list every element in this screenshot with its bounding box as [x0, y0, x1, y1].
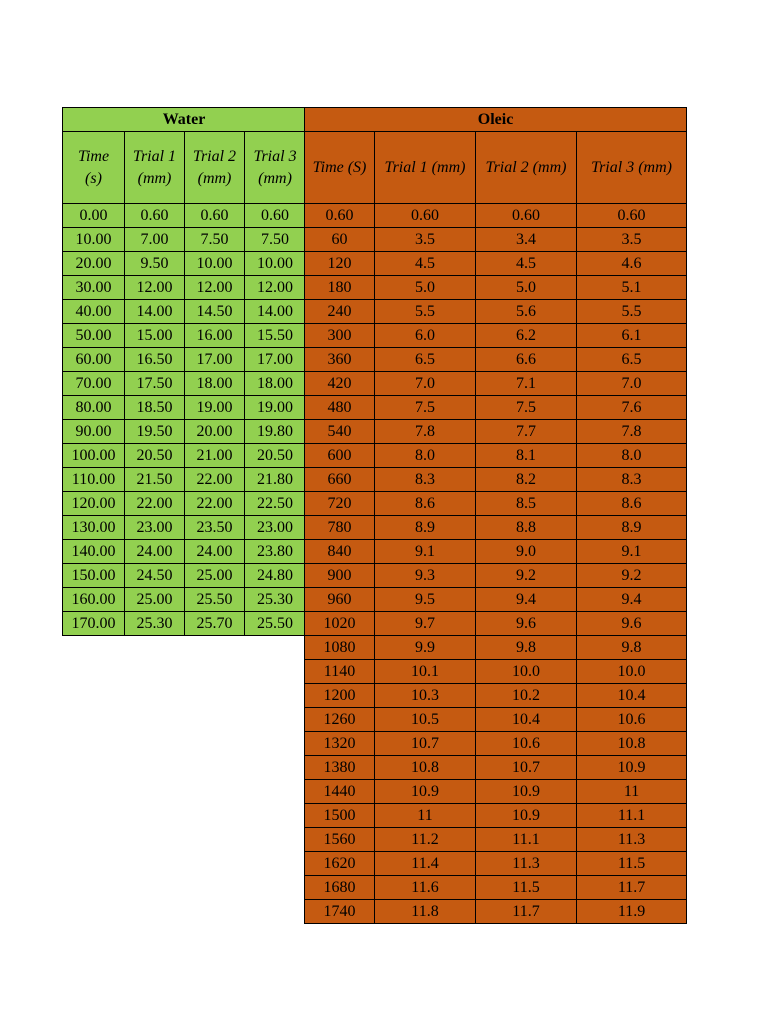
oleic-cell-trial-1: 9.3 [375, 564, 476, 588]
oleic-cell-trial-3: 6.1 [577, 324, 687, 348]
water-cell-trial-1: 23.00 [125, 516, 185, 540]
water-table-row [63, 588, 306, 612]
water-cell-trial-1: 21.50 [125, 468, 185, 492]
water-cell-trial-3: 0.60 [245, 204, 306, 228]
oleic-cell-trial-2: 7.1 [476, 372, 577, 396]
oleic-cell-time: 1620 [305, 852, 375, 876]
water-table [62, 107, 306, 636]
water-cell-trial-1: 18.50 [125, 396, 185, 420]
oleic-table-row [305, 708, 687, 732]
water-cell-time: 150.00 [63, 564, 125, 588]
water-cell-trial-2: 19.00 [185, 396, 245, 420]
oleic-cell-time: 1080 [305, 636, 375, 660]
oleic-cell-trial-3: 8.3 [577, 468, 687, 492]
oleic-table-row [305, 612, 687, 636]
oleic-cell-trial-1: 11.6 [375, 876, 476, 900]
oleic-table-row [305, 492, 687, 516]
oleic-cell-trial-2: 5.6 [476, 300, 577, 324]
water-cell-trial-2: 17.00 [185, 348, 245, 372]
oleic-cell-trial-2: 10.6 [476, 732, 577, 756]
oleic-cell-time: 300 [305, 324, 375, 348]
water-cell-time: 50.00 [63, 324, 125, 348]
water-cell-trial-2: 25.00 [185, 564, 245, 588]
water-header-trial-1-line1: Trial 1 [132, 147, 177, 165]
oleic-table-row [305, 804, 687, 828]
oleic-cell-trial-2: 10.7 [476, 756, 577, 780]
oleic-cell-trial-2: 10.9 [476, 804, 577, 828]
water-cell-trial-3: 14.00 [245, 300, 306, 324]
oleic-cell-trial-3: 10.6 [577, 708, 687, 732]
water-cell-trial-1: 14.00 [125, 300, 185, 324]
oleic-cell-trial-1: 5.5 [375, 300, 476, 324]
oleic-table-row [305, 828, 687, 852]
oleic-cell-trial-1: 7.8 [375, 420, 476, 444]
oleic-cell-time: 1380 [305, 756, 375, 780]
water-cell-time: 10.00 [63, 228, 125, 252]
water-cell-trial-3: 7.50 [245, 228, 306, 252]
oleic-cell-trial-2: 8.5 [476, 492, 577, 516]
water-header-trial-2-line2: (mm) [197, 169, 232, 187]
water-cell-trial-3: 24.80 [245, 564, 306, 588]
oleic-cell-trial-3: 11.9 [577, 900, 687, 924]
oleic-cell-time: 60 [305, 228, 375, 252]
oleic-cell-trial-3: 10.0 [577, 660, 687, 684]
water-cell-trial-1: 7.00 [125, 228, 185, 252]
water-cell-time: 120.00 [63, 492, 125, 516]
oleic-header-trial-2: Trial 2 (mm) [476, 132, 577, 204]
water-header-trial-3-line1: Trial 3 [253, 147, 297, 165]
water-cell-time: 170.00 [63, 612, 125, 636]
oleic-cell-trial-1: 9.5 [375, 588, 476, 612]
oleic-cell-time: 1020 [305, 612, 375, 636]
oleic-header-trial-3: Trial 3 (mm) [577, 132, 687, 204]
oleic-cell-trial-1: 7.0 [375, 372, 476, 396]
oleic-table-row [305, 660, 687, 684]
water-cell-trial-2: 10.00 [185, 252, 245, 276]
oleic-table-row [305, 276, 687, 300]
oleic-table-row [305, 468, 687, 492]
oleic-table [304, 107, 687, 924]
water-cell-trial-2: 22.00 [185, 492, 245, 516]
oleic-cell-trial-1: 11.2 [375, 828, 476, 852]
water-cell-trial-1: 17.50 [125, 372, 185, 396]
water-cell-trial-3: 17.00 [245, 348, 306, 372]
water-title: Water [63, 108, 306, 132]
oleic-cell-trial-2: 6.2 [476, 324, 577, 348]
water-cell-trial-1: 22.00 [125, 492, 185, 516]
water-cell-time: 60.00 [63, 348, 125, 372]
oleic-table-row [305, 684, 687, 708]
oleic-cell-time: 1680 [305, 876, 375, 900]
oleic-cell-time: 1500 [305, 804, 375, 828]
water-cell-trial-2: 25.70 [185, 612, 245, 636]
oleic-cell-trial-1: 9.1 [375, 540, 476, 564]
oleic-header-trial-1: Trial 1 (mm) [375, 132, 476, 204]
oleic-cell-trial-3: 8.6 [577, 492, 687, 516]
oleic-cell-time: 1200 [305, 684, 375, 708]
oleic-table-row [305, 732, 687, 756]
oleic-table-row [305, 444, 687, 468]
oleic-cell-trial-1: 5.0 [375, 276, 476, 300]
oleic-table-row [305, 756, 687, 780]
oleic-cell-trial-2: 9.0 [476, 540, 577, 564]
water-cell-trial-3: 22.50 [245, 492, 306, 516]
water-table-row [63, 420, 306, 444]
oleic-cell-trial-3: 8.0 [577, 444, 687, 468]
water-cell-trial-2: 22.00 [185, 468, 245, 492]
oleic-cell-trial-2: 8.8 [476, 516, 577, 540]
water-cell-trial-1: 12.00 [125, 276, 185, 300]
oleic-cell-time: 720 [305, 492, 375, 516]
oleic-cell-trial-1: 6.5 [375, 348, 476, 372]
oleic-cell-time: 540 [305, 420, 375, 444]
oleic-cell-trial-2: 7.7 [476, 420, 577, 444]
oleic-cell-trial-2: 9.8 [476, 636, 577, 660]
water-cell-trial-1: 20.50 [125, 444, 185, 468]
oleic-table-row [305, 324, 687, 348]
oleic-cell-trial-1: 10.7 [375, 732, 476, 756]
water-cell-trial-1: 25.30 [125, 612, 185, 636]
water-cell-trial-3: 25.50 [245, 612, 306, 636]
oleic-table-row [305, 348, 687, 372]
water-header-time [63, 132, 125, 204]
oleic-cell-trial-1: 6.0 [375, 324, 476, 348]
water-cell-trial-1: 24.50 [125, 564, 185, 588]
water-cell-trial-2: 23.50 [185, 516, 245, 540]
oleic-cell-time: 840 [305, 540, 375, 564]
oleic-cell-trial-3: 9.4 [577, 588, 687, 612]
oleic-cell-trial-1: 11.4 [375, 852, 476, 876]
water-cell-trial-3: 18.00 [245, 372, 306, 396]
water-cell-trial-1: 0.60 [125, 204, 185, 228]
oleic-cell-trial-2: 8.1 [476, 444, 577, 468]
oleic-cell-time: 1440 [305, 780, 375, 804]
water-cell-time: 90.00 [63, 420, 125, 444]
water-cell-trial-3: 23.80 [245, 540, 306, 564]
water-cell-trial-1: 9.50 [125, 252, 185, 276]
oleic-table-row [305, 636, 687, 660]
oleic-cell-trial-1: 10.9 [375, 780, 476, 804]
oleic-cell-trial-2: 9.4 [476, 588, 577, 612]
oleic-table-row [305, 516, 687, 540]
water-table-row [63, 372, 306, 396]
oleic-cell-trial-3: 11.3 [577, 828, 687, 852]
oleic-cell-time: 180 [305, 276, 375, 300]
oleic-cell-trial-3: 11 [577, 780, 687, 804]
water-table-row [63, 228, 306, 252]
water-header-trial-1 [125, 132, 185, 204]
oleic-cell-time: 1320 [305, 732, 375, 756]
oleic-cell-trial-3: 11.7 [577, 876, 687, 900]
oleic-cell-trial-1: 8.9 [375, 516, 476, 540]
water-table-row [63, 540, 306, 564]
oleic-cell-trial-2: 6.6 [476, 348, 577, 372]
water-header-trial-1-line2: (mm) [137, 169, 172, 187]
oleic-cell-trial-2: 11.3 [476, 852, 577, 876]
water-header-time-line1: Time [77, 147, 110, 165]
water-table-body [63, 204, 306, 636]
oleic-cell-trial-3: 9.6 [577, 612, 687, 636]
oleic-cell-trial-3: 3.5 [577, 228, 687, 252]
water-header-trial-2 [185, 132, 245, 204]
water-cell-trial-3: 10.00 [245, 252, 306, 276]
oleic-cell-trial-3: 9.1 [577, 540, 687, 564]
oleic-cell-trial-3: 9.8 [577, 636, 687, 660]
oleic-cell-time: 240 [305, 300, 375, 324]
water-cell-time: 160.00 [63, 588, 125, 612]
oleic-cell-trial-3: 8.9 [577, 516, 687, 540]
oleic-cell-trial-3: 10.4 [577, 684, 687, 708]
oleic-cell-trial-2: 10.0 [476, 660, 577, 684]
water-cell-trial-3: 21.80 [245, 468, 306, 492]
oleic-cell-trial-2: 10.9 [476, 780, 577, 804]
water-header-trial-3-line2: (mm) [258, 169, 292, 187]
oleic-cell-trial-3: 4.6 [577, 252, 687, 276]
water-table-row [63, 516, 306, 540]
water-cell-trial-2: 12.00 [185, 276, 245, 300]
oleic-table-row [305, 900, 687, 924]
water-cell-time: 140.00 [63, 540, 125, 564]
oleic-cell-trial-3: 11.5 [577, 852, 687, 876]
oleic-cell-trial-3: 10.8 [577, 732, 687, 756]
water-table-row [63, 324, 306, 348]
water-cell-trial-2: 25.50 [185, 588, 245, 612]
water-cell-time: 20.00 [63, 252, 125, 276]
oleic-cell-time: 420 [305, 372, 375, 396]
oleic-cell-time: 600 [305, 444, 375, 468]
oleic-cell-trial-1: 8.0 [375, 444, 476, 468]
oleic-table-row [305, 876, 687, 900]
water-cell-trial-2: 20.00 [185, 420, 245, 444]
water-cell-trial-3: 20.50 [245, 444, 306, 468]
water-header-trial-3 [245, 132, 306, 204]
oleic-table-body [305, 204, 687, 924]
oleic-table-row [305, 852, 687, 876]
oleic-cell-time: 780 [305, 516, 375, 540]
oleic-table-row [305, 564, 687, 588]
water-cell-time: 70.00 [63, 372, 125, 396]
oleic-cell-trial-3: 11.1 [577, 804, 687, 828]
water-table-row [63, 252, 306, 276]
oleic-cell-time: 360 [305, 348, 375, 372]
oleic-cell-trial-2: 10.2 [476, 684, 577, 708]
oleic-cell-trial-3: 5.1 [577, 276, 687, 300]
water-cell-trial-2: 0.60 [185, 204, 245, 228]
oleic-table-row [305, 420, 687, 444]
oleic-cell-trial-2: 9.6 [476, 612, 577, 636]
water-cell-trial-2: 14.50 [185, 300, 245, 324]
water-cell-trial-3: 23.00 [245, 516, 306, 540]
oleic-cell-trial-1: 8.3 [375, 468, 476, 492]
water-cell-time: 0.00 [63, 204, 125, 228]
water-table-row [63, 468, 306, 492]
water-table-row [63, 204, 306, 228]
oleic-table-row [305, 396, 687, 420]
oleic-cell-time: 1260 [305, 708, 375, 732]
oleic-cell-trial-1: 10.5 [375, 708, 476, 732]
oleic-cell-trial-2: 8.2 [476, 468, 577, 492]
water-table-row [63, 300, 306, 324]
water-cell-trial-3: 25.30 [245, 588, 306, 612]
oleic-cell-trial-2: 7.5 [476, 396, 577, 420]
oleic-cell-time: 960 [305, 588, 375, 612]
oleic-cell-trial-1: 3.5 [375, 228, 476, 252]
oleic-cell-trial-3: 9.2 [577, 564, 687, 588]
water-cell-time: 100.00 [63, 444, 125, 468]
water-cell-trial-2: 21.00 [185, 444, 245, 468]
oleic-cell-trial-1: 10.1 [375, 660, 476, 684]
water-cell-trial-3: 12.00 [245, 276, 306, 300]
water-cell-trial-2: 24.00 [185, 540, 245, 564]
oleic-cell-time: 660 [305, 468, 375, 492]
oleic-cell-trial-1: 9.7 [375, 612, 476, 636]
oleic-cell-trial-1: 10.8 [375, 756, 476, 780]
oleic-cell-trial-2: 11.5 [476, 876, 577, 900]
oleic-header-time: Time (S) [305, 132, 375, 204]
water-header-trial-2-line1: Trial 2 [192, 147, 237, 165]
oleic-cell-trial-3: 5.5 [577, 300, 687, 324]
oleic-cell-trial-3: 7.8 [577, 420, 687, 444]
oleic-cell-trial-1: 11 [375, 804, 476, 828]
oleic-cell-trial-2: 5.0 [476, 276, 577, 300]
oleic-cell-time: 1560 [305, 828, 375, 852]
oleic-cell-trial-2: 10.4 [476, 708, 577, 732]
water-cell-trial-3: 19.00 [245, 396, 306, 420]
water-cell-trial-1: 19.50 [125, 420, 185, 444]
oleic-cell-trial-1: 7.5 [375, 396, 476, 420]
oleic-cell-time: 1740 [305, 900, 375, 924]
oleic-table-row [305, 204, 687, 228]
oleic-cell-trial-1: 8.6 [375, 492, 476, 516]
water-table-row [63, 612, 306, 636]
oleic-table-row [305, 372, 687, 396]
water-table-row [63, 444, 306, 468]
oleic-cell-time: 120 [305, 252, 375, 276]
water-cell-trial-2: 7.50 [185, 228, 245, 252]
oleic-cell-time: 1140 [305, 660, 375, 684]
oleic-title: Oleic [305, 108, 687, 132]
water-cell-time: 30.00 [63, 276, 125, 300]
oleic-cell-trial-2: 3.4 [476, 228, 577, 252]
oleic-cell-trial-3: 7.6 [577, 396, 687, 420]
oleic-cell-trial-3: 7.0 [577, 372, 687, 396]
oleic-cell-trial-1: 0.60 [375, 204, 476, 228]
oleic-cell-trial-2: 4.5 [476, 252, 577, 276]
oleic-cell-trial-3: 0.60 [577, 204, 687, 228]
water-cell-trial-1: 16.50 [125, 348, 185, 372]
water-table-row [63, 348, 306, 372]
oleic-cell-trial-2: 11.7 [476, 900, 577, 924]
oleic-cell-trial-2: 11.1 [476, 828, 577, 852]
oleic-cell-trial-2: 0.60 [476, 204, 577, 228]
oleic-cell-time: 900 [305, 564, 375, 588]
water-cell-time: 40.00 [63, 300, 125, 324]
water-table-row [63, 396, 306, 420]
oleic-cell-time: 0.60 [305, 204, 375, 228]
oleic-table-row [305, 588, 687, 612]
water-cell-time: 130.00 [63, 516, 125, 540]
oleic-cell-trial-3: 6.5 [577, 348, 687, 372]
oleic-cell-time: 480 [305, 396, 375, 420]
oleic-cell-trial-1: 11.8 [375, 900, 476, 924]
water-cell-trial-3: 19.80 [245, 420, 306, 444]
water-cell-trial-1: 15.00 [125, 324, 185, 348]
water-cell-trial-3: 15.50 [245, 324, 306, 348]
water-cell-trial-2: 16.00 [185, 324, 245, 348]
oleic-table-row [305, 540, 687, 564]
oleic-cell-trial-1: 10.3 [375, 684, 476, 708]
oleic-cell-trial-3: 10.9 [577, 756, 687, 780]
oleic-table-row [305, 228, 687, 252]
water-cell-trial-1: 25.00 [125, 588, 185, 612]
oleic-table-row [305, 300, 687, 324]
oleic-table-row [305, 780, 687, 804]
oleic-table-row [305, 252, 687, 276]
water-table-row [63, 564, 306, 588]
oleic-cell-trial-2: 9.2 [476, 564, 577, 588]
water-cell-time: 110.00 [63, 468, 125, 492]
water-cell-time: 80.00 [63, 396, 125, 420]
water-table-row [63, 492, 306, 516]
water-cell-trial-2: 18.00 [185, 372, 245, 396]
water-cell-trial-1: 24.00 [125, 540, 185, 564]
oleic-cell-trial-1: 4.5 [375, 252, 476, 276]
water-header-time-line2: (s) [85, 169, 102, 187]
oleic-cell-trial-1: 9.9 [375, 636, 476, 660]
water-table-row [63, 276, 306, 300]
